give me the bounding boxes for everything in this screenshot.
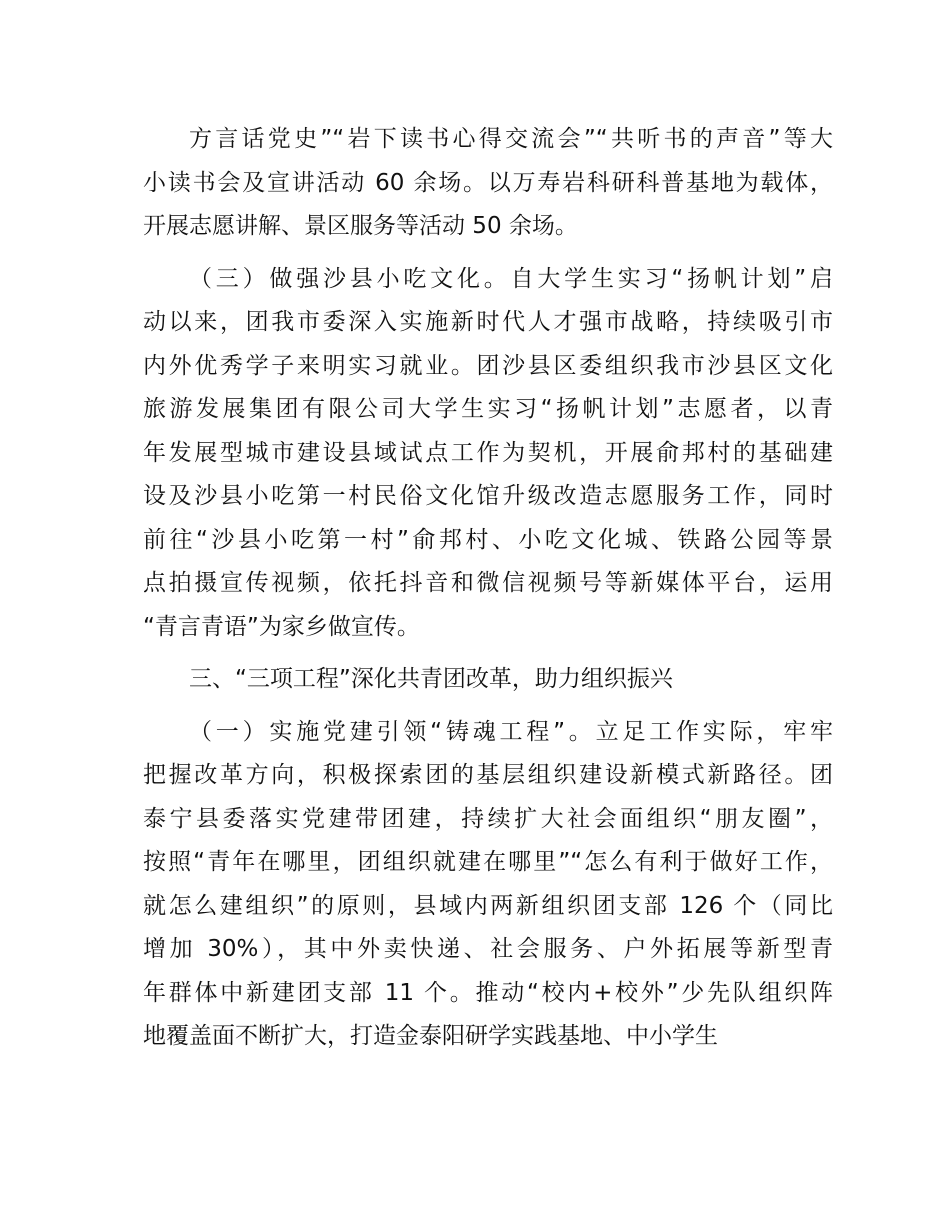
paragraph-gap bbox=[143, 702, 833, 711]
text-line: 开展志愿讲解、景区服务等活动 50 余场。 bbox=[143, 213, 578, 239]
text-line: 地覆盖面不断扩大，打造金泰阳研学实践基地、中小学生 bbox=[143, 1023, 718, 1049]
text-line: 就怎么建组织”的原则，县域内两新组织团支部 126 个（同比 bbox=[143, 892, 834, 919]
document-body bbox=[143, 118, 833, 1059]
text-line: 方言话党史”“岩下读书心得交流会”“共听书的声音”等大 bbox=[189, 126, 833, 152]
text-line: 年群体中新建团支部 11 个。推动“校内+校外”少先队组织阵 bbox=[143, 979, 833, 1006]
text-line: 点拍摄宣传视频，依托抖音和微信视频号等新媒体平台，运用 bbox=[143, 570, 833, 596]
section-heading bbox=[143, 658, 833, 702]
paragraph-continuation bbox=[143, 118, 833, 249]
text-line: “青言青语”为家乡做宣传。 bbox=[143, 613, 420, 640]
text-line: 内外优秀学子来明实习就业。团沙县区委组织我市沙县区文化 bbox=[143, 352, 833, 379]
text-line: 按照“青年在哪里，团组织就建在哪里”“怎么有利于做好工作， bbox=[143, 849, 833, 875]
heading-line: 三、“三项工程”深化共青团改革，助力组织振兴 bbox=[189, 666, 673, 692]
text-line: 设及沙县小吃第一村民俗文化馆升级改造志愿服务工作，同时 bbox=[143, 483, 833, 509]
text-line: （三）做强沙县小吃文化。自大学生实习“扬帆计划”启 bbox=[189, 265, 833, 292]
text-line: （一）实施党建引领“铸魂工程”。立足工作实际，牢牢 bbox=[189, 718, 833, 745]
text-line: 增加 30%），其中外卖快递、社会服务、户外拓展等新型青 bbox=[143, 936, 833, 962]
text-line: 把握改革方向，积极探索团的基层组织建设新模式新路径。团 bbox=[143, 762, 833, 788]
text-line: 泰宁县委落实党建带团建，持续扩大社会面组织“朋友圈”， bbox=[143, 805, 833, 832]
text-line: 小读书会及宣讲活动 60 余场。以万寿岩科研科普基地为载体， bbox=[143, 169, 833, 196]
paragraph-snack-culture bbox=[143, 258, 833, 650]
text-line: 年发展型城市建设县域试点工作为契机，开展俞邦村的基础建 bbox=[143, 439, 833, 466]
paragraph-gap bbox=[143, 649, 833, 658]
text-line: 前往“沙县小吃第一村”俞邦村、小吃文化城、铁路公园等景 bbox=[143, 526, 833, 553]
paragraph-gap bbox=[143, 249, 833, 258]
paragraph-soul-project bbox=[143, 711, 833, 1059]
text-line: 动以来，团我市委深入实施新时代人才强市战略，持续吸引市 bbox=[143, 309, 833, 335]
text-line: 旅游发展集团有限公司大学生实习“扬帆计划”志愿者，以青 bbox=[143, 396, 833, 422]
